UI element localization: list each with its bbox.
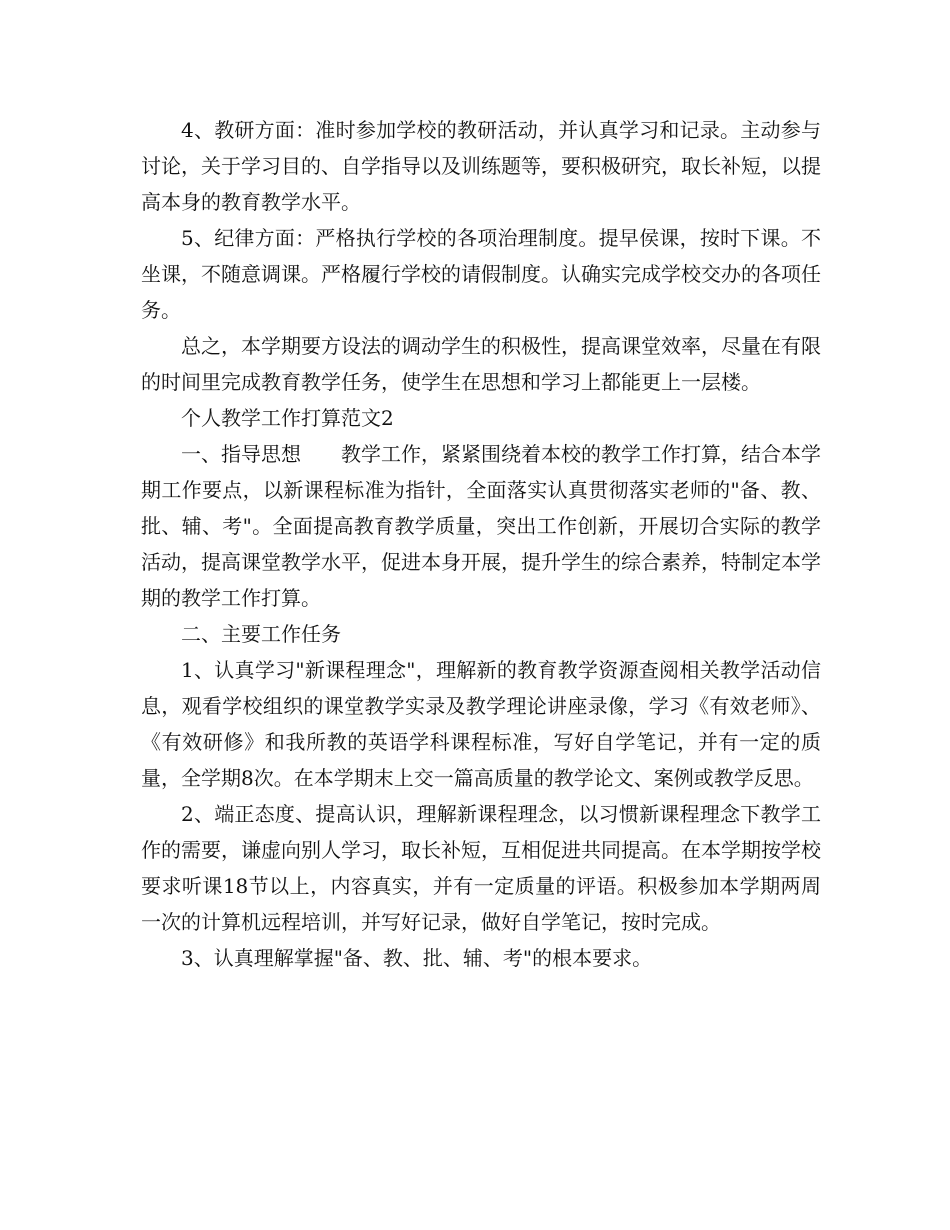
- paragraph-task-3: 3、认真理解掌握"备、教、批、辅、考"的根本要求。: [181, 946, 653, 970]
- paragraph-discipline: 5、纪律方面：严格执行学校的各项治理制度。提早侯课，按时下课。不坐课，不随意调课。严格履行学校的请假制度。认确实完成学校交办的各项任务。: [141, 226, 821, 322]
- paragraph-summary: 总之，本学期要方设法的调动学生的积极性，提高课堂效率，尽量在有限的时间里完成教育教学任务，使学生在思想和学习上都能更上一层楼。: [141, 334, 821, 394]
- paragraph-teaching-research: 4、教研方面：准时参加学校的教研活动，并认真学习和记录。主动参与讨论，关于学习目的、自学指导以及训练题等，要积极研究，取长补短，以提高本身的教育教学水平。: [141, 118, 821, 214]
- section-heading-main-tasks: 二、主要工作任务: [181, 622, 341, 646]
- paragraph-task-2: 2、端正态度、提高认识，理解新课程理念，以习惯新课程理念下教学工作的需要，谦虚向别人学习，取长补短，互相促进共同提高。在本学期按学校要求听课18节以上，内容真实，并有一定质量的评语。积极参加本学期两周一次的计算机远程培训，并写好记录，做好自学笔记，按时完成。: [141, 802, 821, 934]
- document-body: [141, 112, 821, 976]
- section-title-sample-2: 个人教学工作打算范文2: [181, 406, 394, 430]
- paragraph-task-1: 1、认真学习"新课程理念"，理解新的教育教学资源查阅相关教学活动信息，观看学校组织的课堂教学实录及教学理论讲座录像，学习《有效老师》、《有效研修》和我所教的英语学科课程标准，写好自学笔记，并有一定的质量，全学期8次。在本学期末上交一篇高质量的教学论文、案例或教学反思。: [141, 658, 821, 790]
- paragraph-guiding-ideology: 一、指导思想 教学工作，紧紧围绕着本校的教学工作打算，结合本学期工作要点，以新课程标准为指针，全面落实认真贯彻落实老师的"备、教、批、辅、考"。全面提高教育教学质量，突出工作创新，开展切合实际的教学活动，提高课堂教学水平，促进本身开展，提升学生的综合素养，特制定本学期的教学工作打算。: [141, 442, 821, 610]
